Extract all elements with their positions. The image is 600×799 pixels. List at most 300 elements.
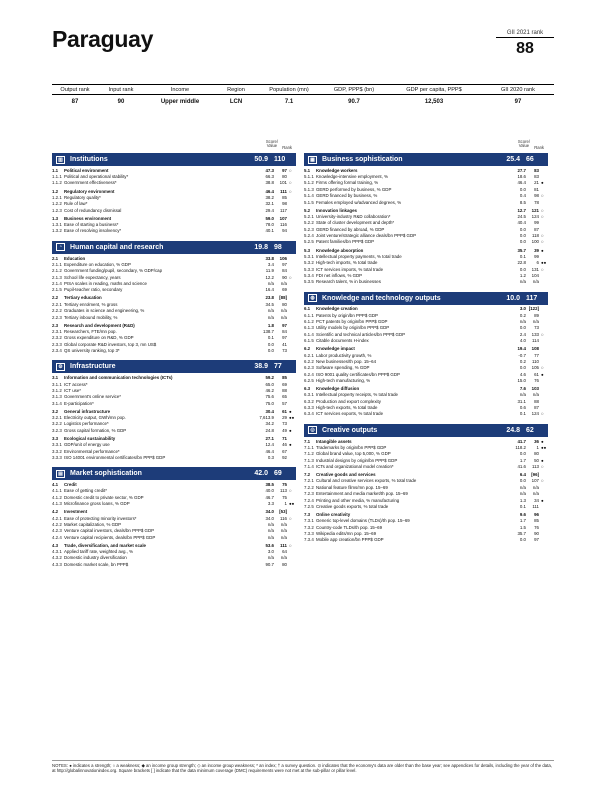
row-score: 15.0 [517,377,526,383]
pillar-header [304,292,548,305]
row-score: 4.6 [519,371,526,377]
row-mark: ○ [541,214,544,219]
row-score: 0.0 [519,451,526,457]
row-code: 6.3.2 [304,398,314,404]
row-score: 22.8 [517,260,526,266]
indicator-row [52,535,296,541]
row-score: 1.3 [519,497,526,503]
row-rank: 124 [531,411,539,417]
row-code: 4.1 [52,482,59,488]
row-name: High-tech imports, % total trade [316,260,378,266]
row-rank: 111 [280,188,287,194]
row-rank: 121 [531,207,539,213]
pillar-icon: ▤ [56,470,65,478]
row-score: 7,613.9 [259,415,274,421]
row-score: 138.7 [263,329,274,334]
row-name: Ecological sustainability [64,435,116,441]
row-code: 7.2.2 [304,484,314,490]
row-rank: 87 [534,226,539,232]
row-rank: 73 [282,421,287,427]
row-name: Scientific and technical articles/bn PPP$ GDP [316,331,406,337]
pillar-block [52,467,296,568]
row-mark: ○ [541,239,544,245]
indicator-row [304,378,548,384]
row-rank: 80 [534,451,539,457]
row-code: 5.3.2 [304,260,314,266]
pillar-rank: 77 [274,363,282,371]
row-rank: 106 [279,255,287,261]
row-rank: 97 [282,322,287,328]
row-code: 7.1.2 [304,451,314,457]
row-name: Country-code TLDs/th pop. 15–69 [316,524,383,530]
row-name: Venture capital investors, deals/bn PPP$ GDP [64,528,155,534]
row-code: 3.1.1 [52,381,62,387]
row-score: 3.0 [267,549,274,555]
row-mark: ○ [289,515,292,521]
row-score: n/a [267,555,274,561]
pillar-block [304,424,548,544]
summary-header-cell: Input rank [108,87,134,93]
summary-table [52,84,554,105]
row-name: ICT services exports, % total trade [316,411,384,417]
row-rank: 111 [532,503,539,509]
row-name: Market capitalization, % GDP [64,521,122,527]
row-rank: 71 [282,435,287,441]
row-name: Electricity output, GWh/mn pop. [64,415,126,421]
row-rank: 118 [532,233,539,239]
row-score: n/a [519,392,526,398]
row-code: 4.3 [52,542,59,548]
row-code: 5.2.5 [304,239,314,245]
row-score: 0.0 [519,537,526,543]
column-header [304,138,548,152]
row-mark: ○ [289,274,292,280]
row-score: 0.4 [519,193,526,199]
row-code: 4.2.1 [52,515,62,521]
column-header [52,138,296,152]
row-code: 3.2 [52,408,59,414]
row-rank: n/a [280,308,287,314]
row-rank: 98 [282,201,287,207]
row-code: 5.1.4 [304,193,314,199]
row-code: 2.2 [52,295,59,301]
pillar-header [52,360,296,373]
row-code: 3.2.3 [52,427,62,433]
row-code: 2.2.2 [52,308,62,314]
summary-header-cell: Population (mn) [269,87,309,93]
row-code: 2.2.1 [52,301,62,307]
row-name: State of cluster development and depth* [316,220,395,226]
pillar-block [52,153,296,235]
row-code: 2.1.1 [52,261,62,267]
row-rank: 76 [534,524,539,530]
row-score: n/a [519,319,526,325]
row-mark: ○ [289,167,292,173]
row-score: 46.4 [265,188,274,194]
row-rank: n/a [280,555,287,561]
row-score: 32.1 [265,201,274,207]
row-name: ICT access* [64,381,88,387]
row-code: 6.1.1 [304,312,314,318]
row-name: Industrial designs by origin/bn PPP$ GDP [316,457,398,463]
row-name: Government effectiveness* [64,180,117,186]
row-name: Information and communication technologies (ICTs) [64,375,173,381]
row-score: 38.8 [265,180,274,186]
row-name: Domestic industry diversification [64,555,127,561]
row-code: 6.1.2 [304,319,314,325]
row-rank: 116 [280,515,287,521]
row-name: QS university ranking, top 3* [64,348,120,354]
summary-value-cell: 90.7 [348,99,360,105]
row-code: 3.1 [52,375,59,381]
indicator-row [52,315,296,321]
row-mark: ● [289,427,292,433]
row-mark: ○ [541,331,544,337]
row-score: 12.2 [265,274,274,280]
row-name: Firms offering formal training, % [316,180,379,186]
row-code: 6.2.4 [304,371,314,377]
pillar-block [304,292,548,418]
row-score: 0.0 [519,478,526,484]
row-name: Political environment [64,167,109,173]
row-score: 53.6 [265,542,274,548]
row-code: 6.2 [304,346,311,352]
row-rank: n/a [280,528,287,534]
row-name: GERD financed by business, % [316,193,378,199]
row-code: 1.2.2 [52,201,62,207]
row-name: Intangible assets [316,438,352,444]
pillar-icon: ◔ [56,243,65,251]
row-name: Tertiary inbound mobility, % [64,314,118,320]
row-code: 6.2.1 [304,352,314,358]
row-code: 3.1.4 [52,400,62,406]
row-code: 1.1.2 [52,180,62,186]
indicator-row [304,464,548,470]
row-code: 1.3.1 [52,222,62,228]
row-code: 5.3.3 [304,266,314,272]
row-rank: 67 [282,448,287,454]
row-name: Intellectual property receipts, % total trade [316,392,399,398]
row-rank: 97 [534,537,539,543]
row-score: n/a [267,521,274,527]
row-rank: 117 [280,207,287,213]
row-mark: ● [541,497,544,503]
row-code: 6.1.4 [304,331,314,337]
pillar-header [52,467,296,480]
row-name: Knowledge diffusion [316,386,360,392]
row-name: Research talent, % in businesses [316,279,381,285]
pillar-name: Knowledge and technology outputs [322,294,441,302]
row-code: 7.3.1 [304,518,314,524]
row-score: 0.2 [519,358,526,364]
row-code: 6.3.3 [304,405,314,411]
row-score: 40.4 [517,220,526,226]
indicator-row [52,287,296,293]
row-name: New businesses/th pop. 15–64 [316,358,377,364]
row-mark: ○ [541,193,544,199]
row-rank: 113 [532,463,539,469]
row-name: Trademarks by origin/bn PPP$ GDP [316,444,387,450]
row-name: Ease of resolving insolvency* [64,228,122,234]
row-code: 4.2 [52,509,59,515]
row-name: National feature films/mn pop. 15–69 [316,484,388,490]
row-rank: [122] [528,306,539,312]
row-name: Education [64,255,86,261]
gii-2021-rank-box [496,30,554,58]
row-score: 34.0 [265,509,274,515]
row-code: 2.3.2 [52,335,62,341]
row-score: 27.1 [265,435,274,441]
summary-value-cell: 12,503 [424,99,444,105]
row-name: Domestic credit to private sector, % GDP [64,494,144,500]
row-code: 5.2.1 [304,214,314,219]
row-score: 40.0 [265,488,274,494]
row-rank: 97 [282,335,287,341]
pillar-rank: 66 [526,156,534,163]
row-rank: 107 [279,215,287,221]
row-rank: 80 [282,561,287,567]
row-rank: n/a [532,392,539,398]
row-code: 3.1.2 [52,387,62,393]
indicator-row [304,279,548,285]
row-rank: 107 [531,478,539,484]
row-name: PISA scales in reading, maths and science [64,281,147,286]
country-title: Paraguay [52,26,154,52]
row-score: 41.7 [517,438,526,444]
row-name: Knowledge workers [316,167,358,173]
row-score: 75.0 [265,400,274,406]
row-name: Gross expenditure on R&D, % GDP [64,335,134,341]
pillar-block [52,241,296,355]
row-code: 2.3.1 [52,329,62,334]
row-score: 0.0 [519,233,526,239]
row-score: 4.0 [519,338,526,344]
row-name: GERD performed by business, % GDP [316,186,392,192]
row-name: GDP/unit of energy use [64,442,110,448]
row-name: FDI net inflows, % GDP [316,272,363,278]
row-name: Knowledge impact [316,346,355,352]
row-code: 7.3.3 [304,531,314,537]
score-value-header: Score/ Value [517,139,530,149]
summary-header-cell: Output rank [60,87,90,93]
row-rank: 64 [282,549,287,555]
pillar-block [52,360,296,461]
row-score: 1.5 [519,524,526,530]
row-score: 46.2 [265,387,274,393]
row-code: 7.3 [304,511,311,517]
row-rank: 133 [531,331,539,337]
row-rank: 83 [534,167,539,173]
row-score: 31.1 [517,398,526,404]
row-rank: 39 [534,247,539,253]
row-rank: 113 [280,488,287,494]
summary-header-cell: Region [227,87,245,93]
row-score: 11.9 [265,268,274,274]
row-score: 1.2 [519,272,526,278]
row-code: 5.1 [304,167,311,173]
row-score: 118.2 [515,444,526,450]
row-code: 7.1.3 [304,457,314,463]
row-code: 4.3.1 [52,549,62,555]
row-code: 2.1.2 [52,268,62,274]
pillar-name: Business sophistication [322,156,403,163]
row-name: Ease of protecting minority investors* [64,515,137,521]
row-mark: ○ [541,478,544,484]
indicator-row [52,208,296,214]
row-name: University-industry R&D collaboration* [316,214,391,219]
row-rank: 61 [282,408,287,414]
row-code: 1.2 [52,188,59,194]
row-score: 41.6 [517,463,526,469]
indicator-row [304,411,548,417]
row-code: 6.3.4 [304,411,314,417]
pillar-icon: ◍ [308,294,317,302]
row-rank: 29 [282,415,287,421]
row-rank: 101 [279,180,287,186]
row-name: Knowledge creation [316,306,358,312]
row-rank: 83 [534,174,539,180]
row-score: 47.3 [265,167,274,173]
row-score: 0.1 [519,253,526,259]
row-score: 0.1 [519,503,526,509]
row-rank: 96 [534,511,539,517]
row-score: n/a [267,314,274,320]
row-mark: ○ [541,411,544,417]
pillar-icon: ▥ [56,156,65,164]
summary-header-cell: GDP, PPP$ (bn) [333,87,375,93]
row-rank: 97 [282,167,287,173]
summary-values-row [52,95,554,105]
row-mark: ●● [541,260,547,266]
row-code: 5.2 [304,207,311,213]
row-score: 0.0 [519,365,526,371]
row-score: 66.3 [265,174,274,180]
row-rank: 80 [282,174,287,180]
row-code: 6.2.5 [304,377,314,383]
row-name: Regulatory quality* [64,194,101,200]
row-score: n/a [519,491,526,497]
row-name: Printing and other media, % manufacturing [316,497,400,503]
row-name: Venture capital recipients, deals/bn PPP$ GDP [64,534,156,540]
gii-2021-rank-value: 88 [516,40,534,57]
row-code: 5.3 [304,247,311,253]
row-mark: ● [289,442,292,448]
row-score: 6.4 [519,472,526,478]
row-score: 0.0 [519,266,526,272]
row-rank: 78 [534,199,539,205]
row-code: 5.1.2 [304,180,314,186]
row-score: 24.5 [517,214,526,219]
row-score: 46.4 [265,448,274,454]
row-rank: 6 [536,260,539,266]
row-score: 0.0 [267,348,274,354]
row-name: ICT use* [64,387,82,393]
row-name: Domestic market scale, bn PPP$ [64,561,129,567]
pillar-score: 19.8 [254,243,268,251]
row-code: 2.2.3 [52,314,62,320]
row-code: 4.1.1 [52,488,62,494]
score-value-header: Score/ Value [265,139,278,149]
row-code: 7.2.3 [304,491,314,497]
row-code: 7.2.1 [304,478,314,484]
row-code: 2.3 [52,322,59,328]
row-score: 12.7 [517,207,526,213]
row-mark: ●● [289,501,295,507]
row-name: Logistics performance* [64,421,109,427]
pillar-score: 50.9 [254,156,268,163]
row-rank: 104 [531,272,539,278]
row-score: 38.2 [265,194,274,200]
row-rank: n/a [532,279,539,285]
pillar-name: Market sophistication [70,470,142,478]
row-rank: n/a [280,281,287,286]
row-code: 7.2 [304,472,311,478]
row-name: Software spending, % GDP [316,365,370,371]
row-score: 7.6 [519,386,526,392]
row-rank: 90 [282,274,287,280]
row-rank: 100 [531,239,539,245]
row-name: Patent families/bn PPP$ GDP [316,239,375,245]
row-score: 0.1 [267,335,274,341]
row-score: 46.7 [265,494,274,500]
row-code: 6.1 [304,306,311,312]
row-mark: ● [541,247,544,253]
indicator-row [52,455,296,461]
pillar-name: Human capital and research [70,243,164,251]
row-mark: ○ [541,266,544,272]
pillar-rank: 117 [526,294,538,302]
row-name: Graduates in science and engineering, % [64,308,145,314]
row-score: 0.0 [519,226,526,232]
indicator-row [52,428,296,434]
row-score: 2.4 [519,331,526,337]
row-code: 5.2.4 [304,233,314,239]
row-name: Entertainment and media market/th pop. 15–69 [316,491,408,497]
row-score: 46.4 [517,180,526,186]
indicator-row [304,537,548,543]
row-rank: 84 [282,268,287,274]
row-score: 0.0 [519,325,526,331]
row-rank: 88 [282,387,287,393]
row-rank: 1 [536,444,539,450]
row-mark: ○ [541,365,544,371]
row-name: Cultural and creative services exports, % total trade [316,478,417,484]
row-rank: 46 [282,442,287,448]
row-code: 4.2.3 [52,528,62,534]
row-name: Research and development (R&D) [64,322,135,328]
summary-value-cell: LCN [229,99,243,105]
row-name: Production and export complexity [316,398,381,404]
row-score: 18.6 [517,174,526,180]
row-name: Creative goods and services [316,472,376,478]
row-score: 30.4 [265,408,274,414]
pillar-score: 10.0 [506,294,520,302]
row-mark: ● [541,438,544,444]
row-score: 0.6 [519,405,526,411]
row-code: 4.3.2 [52,555,62,561]
row-name: High-tech exports, % total trade [316,405,378,411]
row-mark: ● [541,180,544,186]
indicator-row [52,348,296,354]
row-rank: 85 [282,194,287,200]
row-code: 1.2.1 [52,194,62,200]
row-score: 59.0 [265,215,274,221]
row-name: Knowledge absorption [316,247,364,253]
row-name: Knowledge-intensive employment, % [316,174,388,180]
row-name: Intellectual property payments, % total trade [316,253,402,259]
pillar-icon: ▦ [308,156,317,164]
row-code: 3.3.3 [52,454,62,460]
